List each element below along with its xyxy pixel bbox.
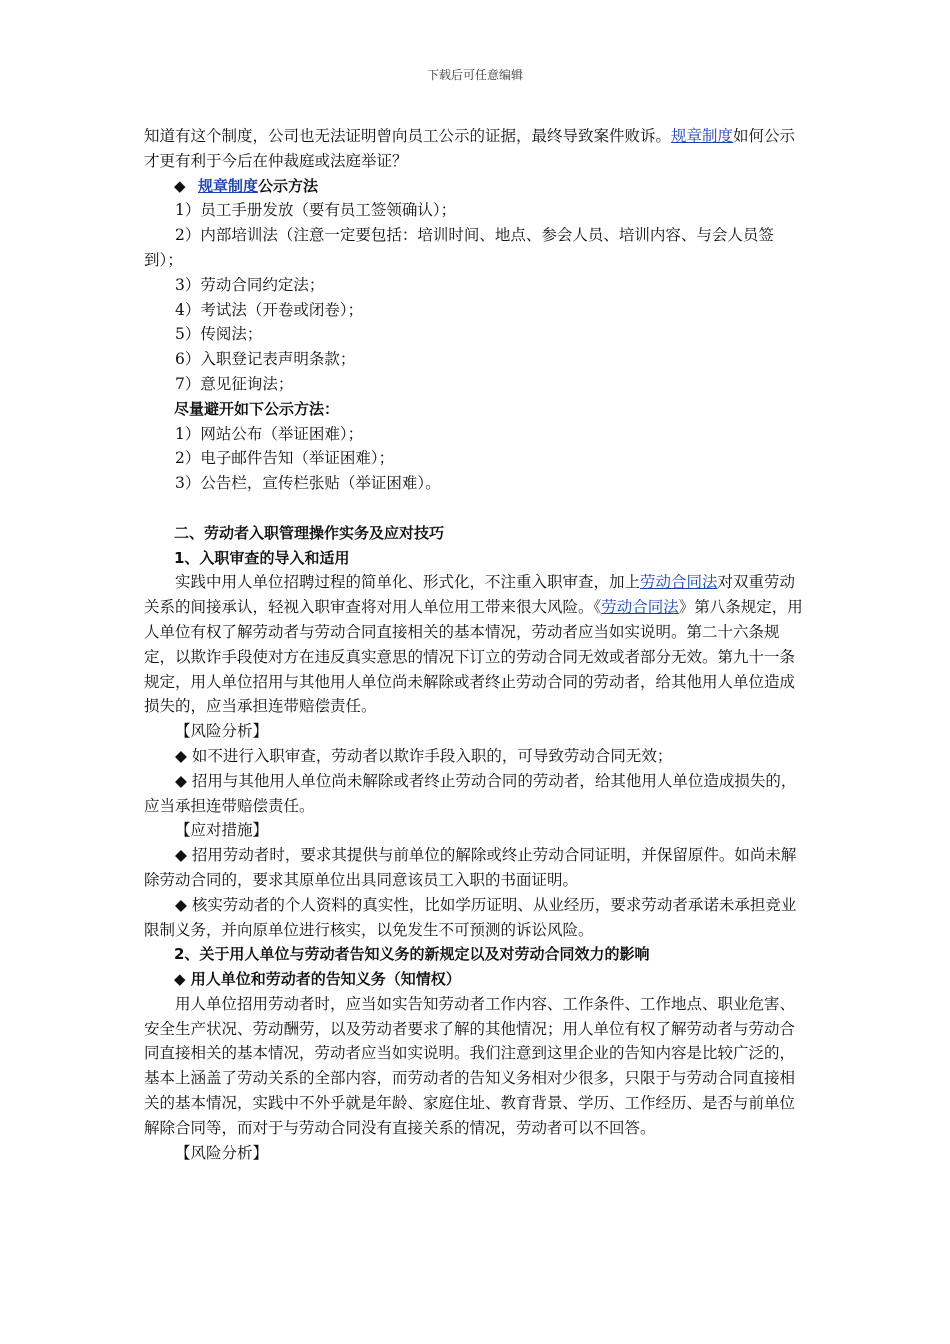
list-item: 4）考试法（开卷或闭卷）； — [175, 300, 364, 319]
list-item: 7）意见征询法； — [175, 374, 294, 393]
section-title-avoid: 尽量避开如下公示方法： — [174, 399, 340, 418]
list-item: 1）网站公布（举证困难）； — [175, 424, 364, 443]
measure-item: ◆ 招用劳动者时，要求其提供与前单位的解除或终止劳动合同证明，并保留原件。如尚未解除劳动合同的，要求其原单位出具同意该员工入职的书面证明。 — [144, 846, 797, 889]
link-labor-contract-law[interactable]: 劳动合同法 — [640, 573, 718, 592]
paragraph — [144, 570, 810, 719]
link-labor-contract-law[interactable]: 劳动合同法 — [601, 598, 679, 617]
paragraph: 用人单位招用劳动者时，应当如实告知劳动者工作内容、工作条件、工作地点、职业危害、安全生产状况、劳动酬劳，以及劳动者要求了解的其他情况；用人单位有权了解劳动者与劳动合同直接相关的基本情况，劳动者应当如实说明。我们注意到这里企业的告知内容是比较广泛的，基本上涵盖了劳动关系的全部内容，而劳动者的告知义务相对少很多，只限于与劳动合同直接相关的基本情况，实践中不外乎就是年龄、家庭住址、教育背景、学历、工作经历、是否与前单位解除合同等，而对于与劳动合同没有直接关系的情况，劳动者可以不回答。 — [144, 994, 796, 1137]
spacer — [144, 496, 810, 521]
paragraph-intro — [144, 124, 810, 174]
section-title-publicity — [144, 174, 810, 199]
text: 如何公示才更有利于今后在仲裁庭或法庭举证？ — [144, 127, 796, 170]
text: 对双重劳动关系的间接承认，轻视入职审查将对用人单位用工带来很大风险。《 — [144, 573, 796, 617]
link-rules[interactable]: 规章制度 — [671, 127, 734, 145]
measures-label: 【应对措施】 — [175, 821, 269, 840]
subsection-bullet-heading: ◆ 用人单位和劳动者的告知义务（知情权） — [174, 970, 461, 989]
section-heading: 二、劳动者入职管理操作实务及应对技巧 — [174, 523, 445, 542]
text: 知道有这个制度，公司也无法证明曾向员工公示的证据，最终导致案件败诉。 — [144, 127, 672, 145]
risk-analysis-label: 【风险分析】 — [175, 722, 269, 741]
text: 实践中用人单位招聘过程的简单化、形式化，不注重入职审查，加上 — [175, 573, 641, 592]
page-header: 下载后可任意编辑 — [426, 68, 523, 82]
measure-item: ◆ 核实劳动者的个人资料的真实性，比如学历证明、从业经历，要求劳动者承诺未承担竞业限制义务，并向原单位进行核实，以免发生不可预测的诉讼风险。 — [144, 895, 797, 939]
list-item: 3）公告栏，宣传栏张贴（举证困难）。 — [175, 474, 441, 493]
text: 》第八条规定，用人单位有权了解劳动者与劳动合同直接相关的基本情况，劳动者应当如实说明。第二十六条规定，以欺诈手段使对方在违反真实意思的情况下订立的劳动合同无效或者部分无效。第九十一条规定，用人单位招用与其他用人单位尚未解除或者终止劳动合同的劳动者，给其他用人单位造成损失的，应当承担连带赔偿责任。 — [144, 598, 803, 716]
list-item: 6）入职登记表声明条款； — [175, 350, 356, 369]
link-rules[interactable]: 规章制度 — [198, 176, 259, 195]
document-body — [144, 124, 810, 1165]
subsection-heading: 2、关于用人单位与劳动者告知义务的新规定以及对劳动合同效力的影响 — [174, 945, 650, 964]
risk-item: ◆ 招用与其他用人单位尚未解除或者终止劳动合同的劳动者，给其他用人单位造成损失的，应当承担连带赔偿责任。 — [144, 771, 797, 815]
list-item: 3）劳动合同约定法； — [175, 275, 325, 294]
list-item: 2）电子邮件告知（举证困难）； — [175, 449, 395, 468]
list-item: 1）员工手册发放（要有员工签领确认）； — [175, 201, 457, 220]
subsection-heading: 1、入职审查的导入和适用 — [174, 548, 350, 567]
title-text: 公示方法 — [258, 176, 319, 195]
risk-analysis-label: 【风险分析】 — [175, 1143, 269, 1162]
risk-item: ◆ 如不进行入职审查，劳动者以欺诈手段入职的，可导致劳动合同无效； — [175, 746, 673, 765]
list-item: 5）传阅法； — [175, 325, 263, 344]
list-item: 2）内部培训法（注意一定要包括：培训时间、地点、参会人员、培训内容、与会人员签到）； — [144, 226, 774, 269]
diamond-bullet-icon: ◆ — [174, 176, 186, 195]
